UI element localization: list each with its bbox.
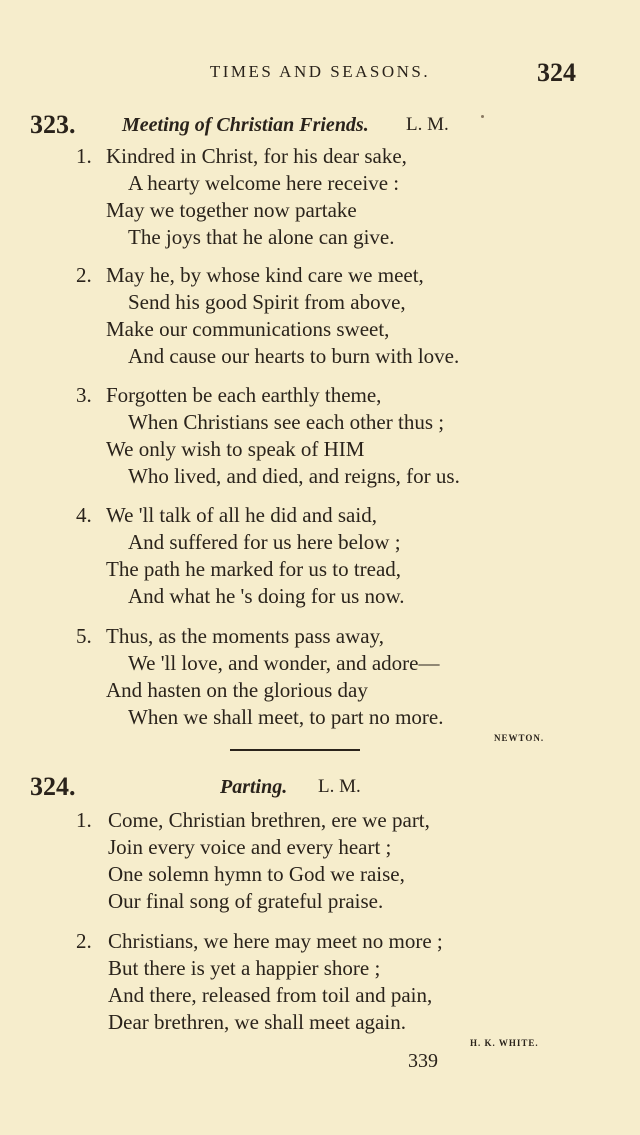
verse-number: 1. [76, 808, 92, 832]
verse-number: 2. [76, 263, 92, 287]
verse-line: Come, Christian brethren, ere we part, [108, 808, 430, 832]
verse-line: When Christians see each other thus ; [128, 410, 445, 434]
verse-line: May he, by whose kind care we meet, [106, 263, 424, 287]
verse-number: 4. [76, 503, 92, 527]
verse-line: And hasten on the glorious day [106, 678, 368, 702]
hymn-header [30, 110, 590, 140]
print-speck [481, 115, 484, 118]
hymn-number: 323. [30, 110, 76, 139]
verse-line: And what he 's doing for us now. [128, 584, 405, 608]
verse-line: And suffered for us here below ; [128, 530, 401, 554]
verse-line: We 'll talk of all he did and said, [106, 503, 377, 527]
verse-line: We 'll love, and wonder, and adore— [128, 651, 440, 675]
hymn-author: NEWTON. [494, 733, 545, 743]
verse-number: 5. [76, 624, 92, 648]
header-title: TIMES AND SEASONS. [209, 62, 431, 81]
verse-line: A hearty welcome here receive : [128, 171, 400, 195]
hymn-title: Meeting of Christian Friends. [122, 114, 369, 136]
verse-line: The path he marked for us to tread, [106, 557, 402, 581]
verse-line: Send his good Spirit from above, [128, 290, 406, 314]
verse-line: Who lived, and died, and reigns, for us. [128, 464, 460, 488]
verse-line: We only wish to speak of HIM [106, 437, 365, 461]
hymn-author: H. K. WHITE. [470, 1038, 539, 1048]
footer-page-number: 339 [408, 1050, 438, 1072]
hymn-meter: L. M. [318, 776, 361, 797]
verse-line: Make our communications sweet, [106, 317, 390, 341]
verse-line: Forgotten be each earthly theme, [106, 383, 382, 407]
verse-line: Christians, we here may meet no more ; [108, 929, 443, 953]
verse-line: Kindred in Christ, for his dear sake, [106, 144, 407, 168]
header-page-number: 324 [537, 58, 576, 87]
verse-line: Thus, as the moments pass away, [106, 624, 385, 648]
verse-line: Dear brethren, we shall meet again. [108, 1010, 406, 1034]
hymn-meter: L. M. [406, 114, 449, 135]
section-divider [230, 749, 360, 751]
verse-line: And there, released from toil and pain, [108, 983, 433, 1007]
hymn-header [30, 772, 590, 802]
verse-number: 2. [76, 929, 92, 953]
verse-line: May we together now partake [106, 198, 357, 222]
verse-line: One solemn hymn to God we raise, [108, 862, 405, 886]
verse-line: Our final song of grateful praise. [108, 889, 384, 913]
verse-line: But there is yet a happier shore ; [108, 956, 381, 980]
verse-number: 3. [76, 383, 92, 407]
verse-line: When we shall meet, to part no more. [128, 705, 444, 729]
verse-number: 1. [76, 144, 92, 168]
hymn-number: 324. [30, 772, 76, 801]
verse-line: The joys that he alone can give. [128, 225, 395, 249]
verse-line: And cause our hearts to burn with love. [128, 344, 460, 368]
hymn-title: Parting. [220, 776, 288, 798]
verse-line: Join every voice and every heart ; [108, 835, 392, 859]
